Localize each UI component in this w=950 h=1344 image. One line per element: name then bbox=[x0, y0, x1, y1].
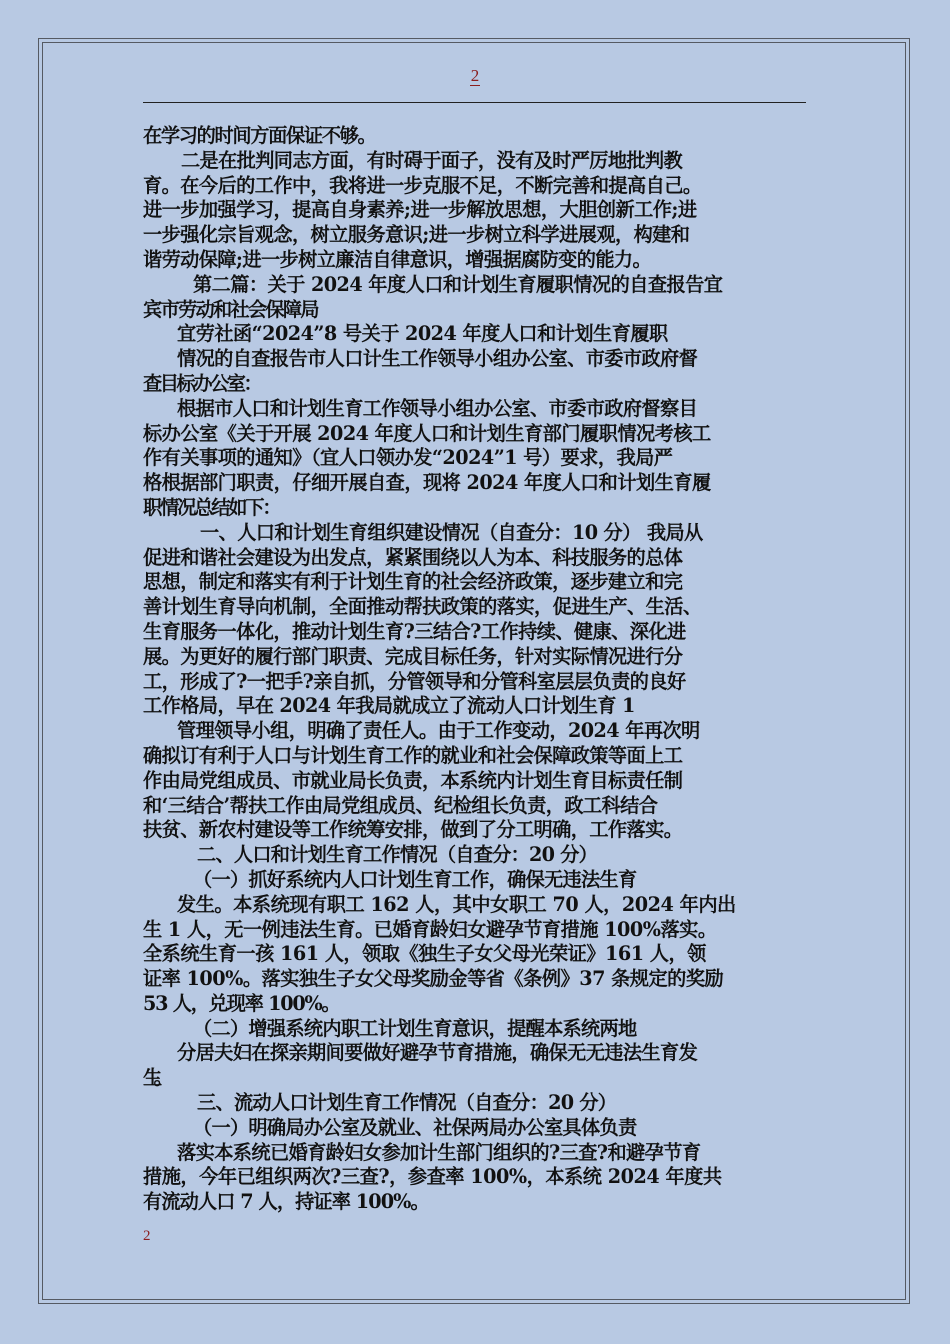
text-line: 一步强化宗旨观念，树立服务意识;进一步树立科学进展观，构建和 bbox=[143, 223, 690, 247]
text-line: 措施，今年已组织两次?三查?，参查率 100%，本系统 2024 年度共 bbox=[143, 1165, 722, 1189]
text-line: 一、人口和计划生育组织建设情况（自查分：10 分） 我局从 bbox=[200, 520, 703, 544]
text-line: 展。为更好的履行部门职责、完成目标任务，针对实际情况进行分 bbox=[143, 644, 683, 668]
text-line: 作由局党组成员、市就业局长负责，本系统内计划生育目标责任制 bbox=[143, 768, 683, 792]
text-line: 善计划生育导向机制，全面推动帮扶政策的落实，促进生产、生活、 bbox=[143, 595, 702, 619]
text-line: 53 人，兑现率 100%。 bbox=[143, 991, 340, 1015]
text-line: 第二篇：关于 2024 年度人口和计划生育履职情况的自查报告宜 bbox=[193, 272, 723, 296]
header-page-number-text: 2 bbox=[470, 66, 480, 85]
text-line: 思想，制定和落实有利于计划生育的社会经济政策，逐步建立和完 bbox=[143, 570, 683, 594]
text-line: 工作格局，早在 2024 年我局就成立了流动人口计划生育 1 bbox=[143, 694, 635, 718]
text-line: 查目标办公室： bbox=[143, 371, 261, 395]
text-line: 落实本系统已婚育龄妇女参加计生部门组织的?三查?和避孕节育 bbox=[177, 1140, 701, 1164]
text-line: 标办公室《关于开展 2024 年度人口和计划生育部门履职情况考核工 bbox=[143, 421, 711, 445]
text-line: （二）增强系统内职工计划生育意识，提醒本系统两地 bbox=[193, 1016, 637, 1040]
text-line: 确拟订有利于人口与计划生育工作的就业和社会保障政策等面上工 bbox=[143, 743, 683, 767]
text-line: 证率 100%。落实独生子女父母奖励金等省《条例》37 条规定的奖励 bbox=[143, 967, 724, 991]
text-line: （一）明确局办公室及就业、社保两局办公室具体负责 bbox=[193, 1115, 637, 1139]
text-line: 宜劳社函“2024”8 号关于 2024 年度人口和计划生育履职 bbox=[177, 322, 668, 346]
text-line: 二、人口和计划生育工作情况（自查分：20 分） bbox=[197, 843, 598, 867]
footer-page-number: 2 bbox=[143, 1228, 151, 1244]
text-line: 有流动人口 7 人，持证率 100%。 bbox=[143, 1190, 429, 1214]
text-line: （一）抓好系统内人口计划生育工作，确保无违法生育 bbox=[193, 867, 637, 891]
text-line: 工，形成了?一把手?亲自抓，分管领导和分管科室层层负责的良好 bbox=[143, 669, 686, 693]
text-line: 育。在今后的工作中，我将进一步克服不足，不断完善和提高自己。 bbox=[143, 173, 702, 197]
text-line: 二是在批判同志方面，有时碍于面子，没有及时严厉地批判教 bbox=[181, 148, 683, 172]
text-line: 根据市人口和计划生育工作领导小组办公室、市委市政府督察目 bbox=[177, 396, 698, 420]
text-line: 管理领导小组，明确了责任人。由于工作变动，2024 年再次明 bbox=[177, 719, 700, 743]
text-line: 宾市劳动和社会保障局 bbox=[143, 297, 318, 321]
text-line: 情况的自查报告市人口计生工作领导小组办公室、市委市政府督 bbox=[177, 347, 698, 371]
text-line: 在学习的时间方面保证不够。 bbox=[143, 124, 376, 147]
text-line: 三、流动人口计划生育工作情况（自查分：20 分） bbox=[197, 1091, 617, 1115]
header-rule bbox=[143, 102, 806, 103]
text-line: 职情况总结如下： bbox=[143, 495, 280, 519]
text-line: 发生。本系统现有职工 162 人，其中女职工 70 人，2024 年内出 bbox=[177, 892, 736, 916]
text-line: 促进和谐社会建设为出发点，紧紧围绕以人为本、科技服务的总体 bbox=[143, 545, 683, 569]
text-line: 作有关事项的通知》（宜人口领办发“2024”1 号）要求，我局严 bbox=[143, 446, 673, 470]
text-line: 和‘三结合’帮扶工作由局党组成员、纪检组长负责，政工科结合 bbox=[143, 793, 658, 817]
text-line: 生 1 人，无一例违法生育。已婚育龄妇女避孕节育措施 100%落实。 bbox=[143, 917, 717, 941]
header-page-number bbox=[0, 66, 950, 86]
text-line: 进一步加强学习，提高自身素养;进一步解放思想，大胆创新工作;进 bbox=[143, 198, 697, 222]
text-line: 谐劳动保障;进一步树立廉洁自律意识，增强据腐防变的能力。 bbox=[143, 247, 652, 271]
text-line: 分居夫妇在探亲期间要做好避孕节育措施，确保无无违法生育发 bbox=[177, 1041, 698, 1065]
text-line: 格根据部门职责，仔细开展自查，现将 2024 年度人口和计划生育履 bbox=[143, 471, 711, 495]
text-line: 生。 bbox=[143, 1066, 165, 1090]
text-line: 生育服务一体化，推动计划生育?三结合?工作持续、健康、深化进 bbox=[143, 619, 686, 643]
text-line: 扶贫、新农村建设等工作统筹安排，做到了分工明确，工作落实。 bbox=[143, 818, 683, 842]
document-body bbox=[143, 124, 823, 1215]
text-line: 全系统生育一孩 161 人，领取《独生子女父母光荣证》161 人，领 bbox=[143, 942, 706, 966]
